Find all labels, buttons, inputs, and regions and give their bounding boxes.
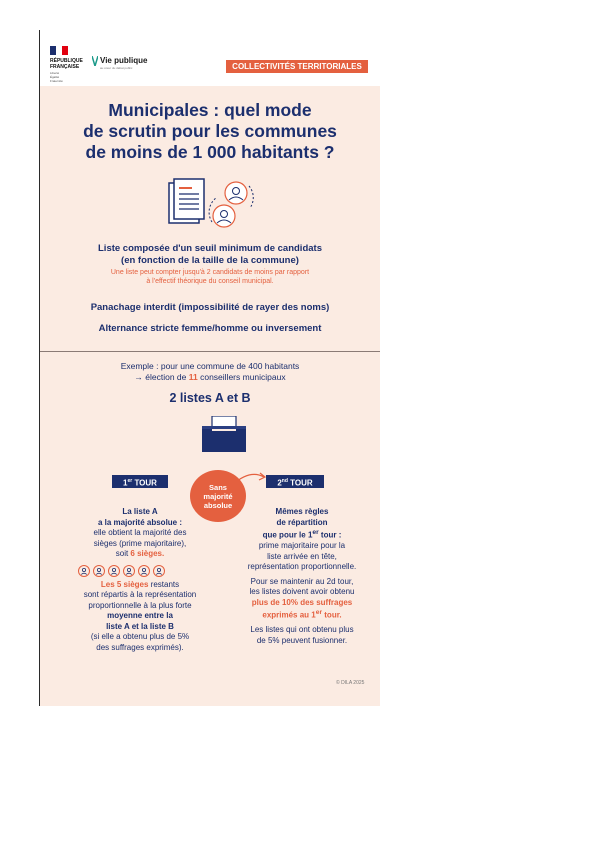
example-text: Exemple : pour une commune de 400 habitants → élection de 11 conseillers municipaux [120,361,300,382]
main-title: Municipales : quel mode de scrutin pour les communes de moins de 1 000 habitants ? [83,100,337,162]
vie-publique-tagline: au cœur du débat public [100,66,133,70]
panachage-rule: Panachage interdit (impossibilité de rayer des noms) [90,302,330,313]
republic-motto: Liberté Égalité Fraternité [50,71,63,83]
republic-logo-text: RÉPUBLIQUE FRANÇAISE [50,58,83,70]
first-round-text: La liste A a la majorité absolue : elle obtient la majorité des sièges (prime majoritaire), soit 6 sièges. Les 5 sièges restants sont répartis à la représentation proportionnelle à la plus forte moyenne entre la liste A et la liste B (si elle a obtenu plus de 5% des suffrages exprimés). [83,507,197,652]
seat-person-icon [123,565,135,577]
vie-publique-logo: Vie publique [100,56,148,65]
lists-heading: 2 listes A et B [169,391,251,405]
no-majority-bubble: Sans majorité absolue [190,470,246,522]
first-round-label: 1er TOUR [112,475,168,488]
seat-person-icon [78,565,90,577]
seat-person-icon [153,565,165,577]
french-flag-icon [50,46,68,55]
alternance-rule: Alternance stricte femme/homme ou inversement [98,323,322,334]
list-composition-note: Une liste peut compter jusqu'à 2 candidats de moins par rapport à l'effectif théorique du conseil municipal. [110,269,310,285]
second-round-label: 2nd TOUR [266,475,324,488]
infographic-card [40,30,380,706]
seats-row [78,565,165,577]
seat-person-icon [108,565,120,577]
second-round-text: Mêmes règles de répartition que pour le 1er tour : prime majoritaire pour la liste arrivée en tête, représentation proportionnelle. Pour se maintenir au 2d tour, les listes doivent avoir obtenu plus de 10% des suffrages exprimés au 1er tour. Les listes qui ont obtenu plus de 5% peuvent fusionner. [247,507,357,645]
list-composition-rule: Liste composée d'un seuil minimum de candidats (en fonction de la taille de la commune) [98,243,322,266]
header [40,30,380,86]
vie-publique-mark-icon [92,56,98,66]
seat-person-icon [138,565,150,577]
category-badge: COLLECTIVITÉS TERRITORIALES [226,60,368,73]
seat-person-icon [93,565,105,577]
copyright: © DILA 2025 [336,680,365,686]
divider [40,351,380,352]
